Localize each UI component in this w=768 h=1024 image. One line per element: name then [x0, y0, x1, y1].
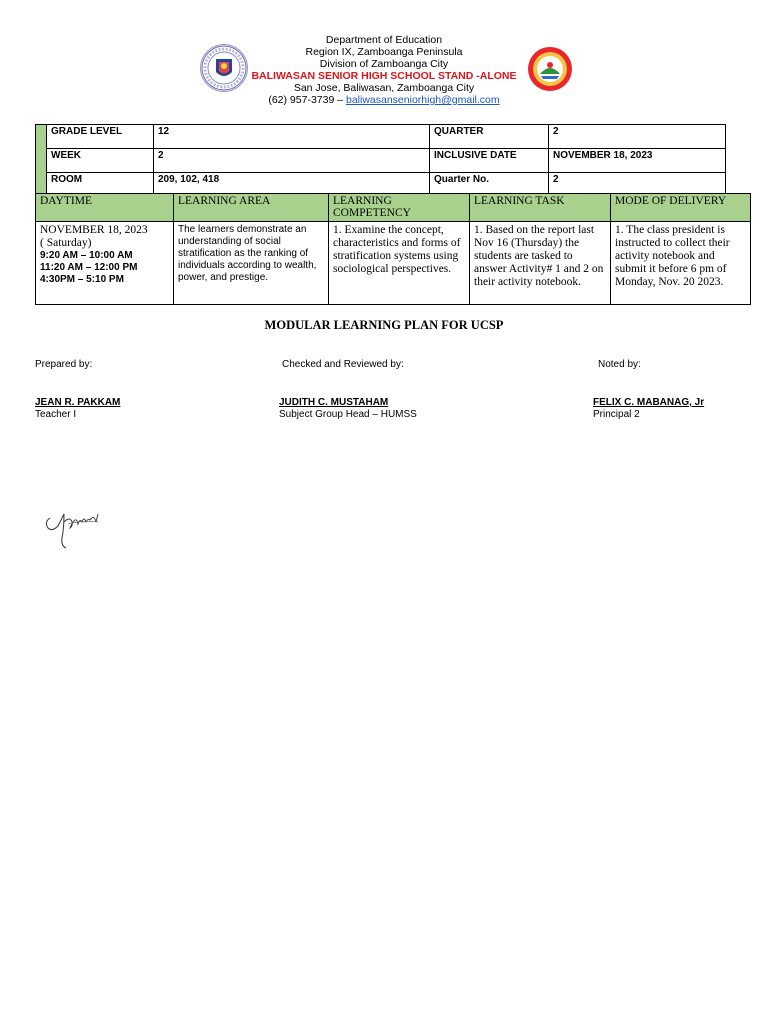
header-contact [0, 94, 768, 106]
learning-area-text: The learners demonstrate an understanding of social stratification as the ranking of individuals according to wealth, power, and prestige. [178, 224, 317, 283]
col-header-learning-area: LEARNING AREA [174, 194, 329, 222]
header-division: Division of Zamboanga City [319, 58, 449, 70]
col-header-daytime: DAYTIME [36, 194, 174, 222]
col-header-delivery: MODE OF DELIVERY [611, 194, 751, 222]
noted-by-label: Noted by: [598, 359, 641, 370]
header-address: San Jose, Baliwasan, Zamboanga City [293, 82, 475, 94]
competency-cell [329, 222, 470, 305]
document-header [0, 34, 768, 106]
quarter-no-value: 2 [549, 173, 726, 197]
week-label: WEEK [47, 149, 154, 173]
col-header-task: LEARNING TASK [470, 194, 611, 222]
daytime-slot-2: 11:20 AM – 12:00 PM [40, 262, 138, 273]
col-header-competency: LEARNING COMPETENCY [329, 194, 470, 222]
info-table [35, 124, 726, 197]
task-cell [470, 222, 611, 305]
info-accent-bar [36, 125, 47, 197]
header-email-link[interactable]: baliwasanseniorhigh@gmail.com [345, 94, 500, 106]
header-phone: (62) 957-3739 – [268, 94, 346, 106]
daytime-cell [36, 222, 174, 305]
inclusive-date-label: INCLUSIVE DATE [430, 149, 549, 173]
room-label: ROOM [47, 173, 154, 197]
daytime-slot-1: 9:20 AM – 10:00 AM [40, 250, 133, 261]
daytime-slot-3: 4:30PM – 5:10 PM [40, 274, 124, 285]
delivery-cell [611, 222, 751, 305]
daytime-date: NOVEMBER 18, 2023 [40, 224, 148, 236]
prepared-by-name: JEAN R. PAKKAM [35, 397, 121, 408]
checked-by-label: Checked and Reviewed by: [282, 359, 404, 370]
noted-by-block [593, 397, 704, 421]
inclusive-date-value: NOVEMBER 18, 2023 [549, 149, 726, 173]
checked-by-block [279, 397, 417, 421]
noted-by-label-block [598, 359, 641, 371]
quarter-label: QUARTER [430, 125, 549, 149]
week-value: 2 [154, 149, 430, 173]
checked-by-role: Subject Group Head – HUMSS [279, 409, 417, 420]
checked-by-label-block [282, 359, 404, 371]
quarter-no-label: Quarter No. [430, 173, 549, 197]
header-school-name: BALIWASAN SENIOR HIGH SCHOOL STAND -ALONE [251, 70, 517, 82]
task-text: 1. Based on the report last Nov 16 (Thursday) the students are tasked to answer Activity# 1 and 2 on their activity notebook. [474, 224, 604, 288]
checked-by-name: JUDITH C. MUSTAHAM [279, 397, 389, 408]
prepared-by-label: Prepared by: [35, 359, 93, 370]
daytime-day: ( Saturday) [40, 237, 92, 249]
header-region: Region IX, Zamboanga Peninsula [305, 46, 463, 58]
handwritten-signature-icon [42, 508, 102, 557]
room-value: 209, 102, 418 [154, 173, 430, 197]
header-department: Department of Education [325, 34, 443, 46]
prepared-by-role: Teacher I [35, 409, 77, 420]
grade-level-value: 12 [154, 125, 430, 149]
competency-text: 1. Examine the concept, characteristics and forms of stratification systems using sociological perspectives. [333, 224, 461, 275]
noted-by-name: FELIX C. MABANAG, Jr [593, 397, 705, 408]
grade-level-label: GRADE LEVEL [47, 125, 154, 149]
learning-area-cell [174, 222, 329, 305]
plan-title: MODULAR LEARNING PLAN FOR UCSP [264, 318, 504, 332]
plan-table [35, 193, 751, 305]
prepared-by-block [35, 359, 120, 421]
quarter-value: 2 [549, 125, 726, 149]
noted-by-role: Principal 2 [593, 409, 640, 420]
delivery-text: 1. The class president is instructed to collect their activity notebook and submit it before 6 pm of Monday, Nov. 20 2023. [615, 224, 730, 288]
